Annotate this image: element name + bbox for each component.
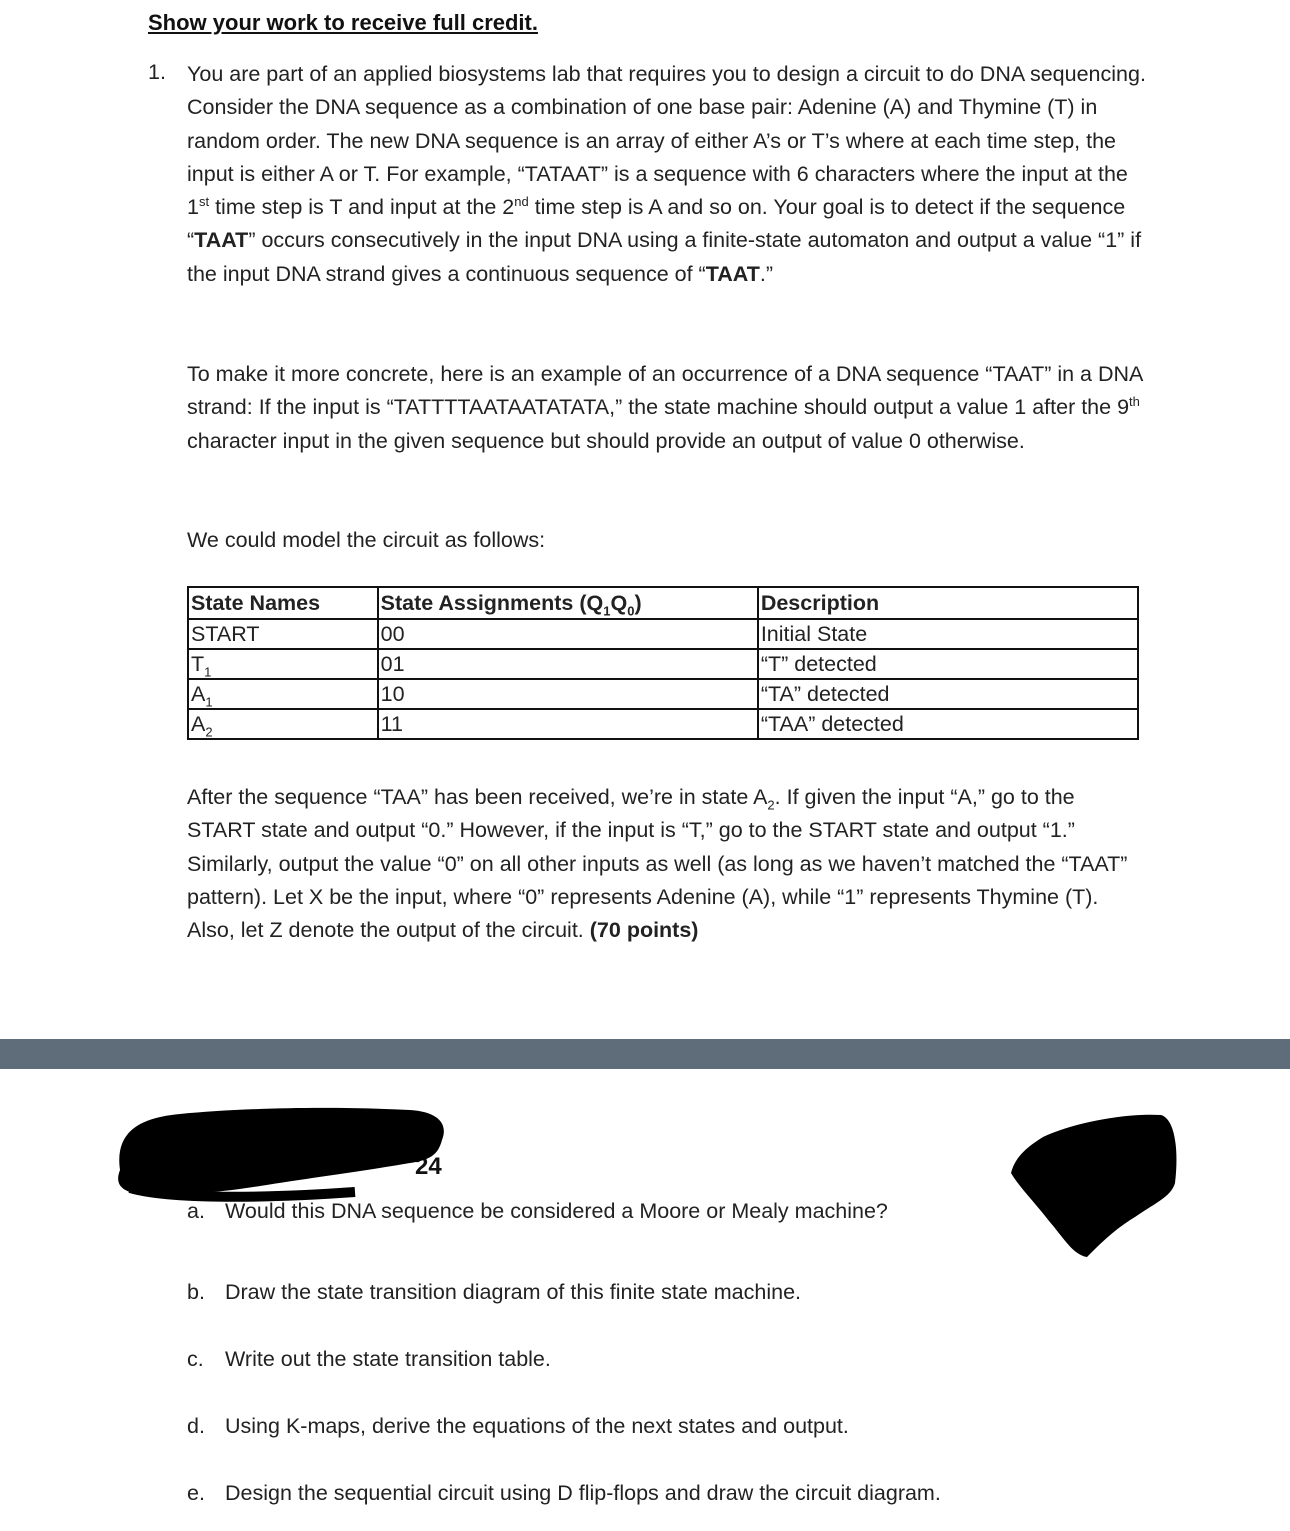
page-instruction-heading: Show your work to receive full credit. — [148, 10, 538, 35]
state-assignment-cell: 00 — [378, 619, 758, 649]
table-row — [188, 709, 1138, 739]
page-divider — [0, 1039, 1290, 1069]
question-number: 1. — [148, 60, 166, 84]
example-paragraph: To make it more concrete, here is an example of an occurrence of a DNA sequence “TAAT” in a DNA strand: If the input is “TATTTTAATAATATATA,” the state machine should output a value 1 after the 9th character input in the given sequence but should provide an output of value 0 otherwise. — [187, 362, 1143, 453]
state-assignment-cell: 01 — [378, 649, 758, 679]
state-description-cell: “TA” detected — [758, 679, 1138, 709]
state-description-cell: “T” detected — [758, 649, 1138, 679]
state-assignment-cell: 10 — [378, 679, 758, 709]
state-name-cell: $A_1$ — [188, 679, 378, 709]
state-name-cell: START — [188, 619, 378, 649]
state-name-cell: $T_1$ — [188, 649, 378, 679]
subquestion-c: c. Write out the state transition table. — [187, 1347, 551, 1371]
header-state-names: State Names — [188, 587, 378, 619]
after-sequence-paragraph: After the sequence “TAA” has been received, we’re in state $A_2$. If given the input “A,” go to the START state and output “0.” However, if the input is “T,” go to the START state and output “1.” Similarly, output the value “0” on all other inputs as well (as long as we haven’t matched the “TAAT” pattern). Let X be the input, where “0” represents Adenine (A), while “1” represents Thymine (T). Also, let Z denote the output of the circuit. (70 points) — [187, 785, 1128, 943]
question-intro-paragraph: You are part of an applied biosystems lab that requires you to design a circuit to do DNA sequencing. Consider the DNA sequence as a combination of one base pair: Adenine (A) and Thymine (T) in random order. The new DNA sequence is an array of either A’s or T’s where at each time step, the input is either A or T. For example, “TATAAT” is a sequence with 6 characters where the input at the 1st time step is T and input at the 2nd time step is A and so on. Your goal is to detect if the sequence “TAAT” occurs consecutively in the input DNA using a finite-state automaton and output a value “1” if the input DNA strand gives a continuous sequence of “TAAT.” — [187, 62, 1146, 286]
redaction-mark-right — [1003, 1105, 1188, 1263]
table-row — [188, 679, 1138, 709]
state-assignment-table — [187, 586, 1139, 740]
table-header-row — [188, 587, 1138, 619]
table-row — [188, 649, 1138, 679]
state-assignment-cell: 11 — [378, 709, 758, 739]
state-description-cell: “TAA” detected — [758, 709, 1138, 739]
state-description-cell: Initial State — [758, 619, 1138, 649]
model-intro-line: We could model the circuit as follows: — [187, 528, 546, 552]
state-name-cell: $A_2$ — [188, 709, 378, 739]
subquestion-b: b. Draw the state transition diagram of this finite state machine. — [187, 1280, 801, 1304]
redaction-mark-left — [110, 1100, 455, 1205]
subquestion-a: a. Would this DNA sequence be considered a Moore or Mealy machine? — [187, 1199, 888, 1223]
header-fragment: 24 — [415, 1153, 442, 1180]
header-state-assignments: State Assignments $(Q_1Q_0)$ — [378, 587, 758, 619]
subquestion-e: e. Design the sequential circuit using D flip-flops and draw the circuit diagram. — [187, 1481, 941, 1505]
header-description: Description — [758, 587, 1138, 619]
subquestion-d: d. Using K-maps, derive the equations of the next states and output. — [187, 1414, 849, 1438]
table-row — [188, 619, 1138, 649]
